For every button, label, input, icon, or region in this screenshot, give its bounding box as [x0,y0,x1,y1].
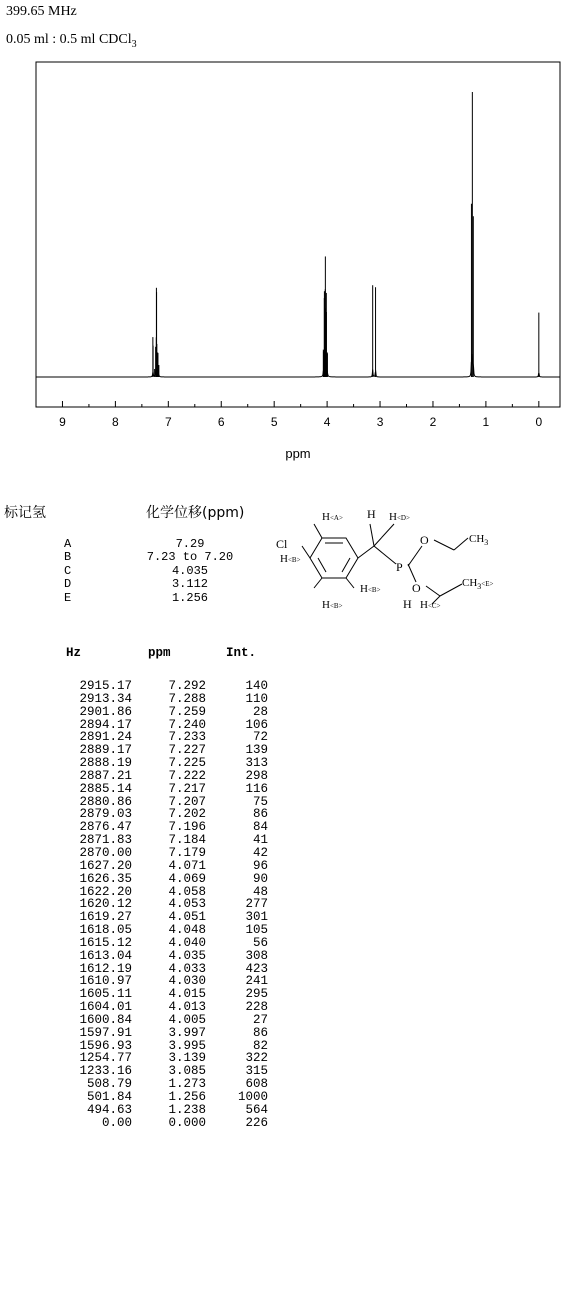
assignment-row [0,592,270,605]
x-tick-label: 9 [59,415,66,429]
int-cell: 1000 [237,1090,268,1104]
ppm-cell: 1.256 [168,1090,206,1104]
ppm-column-header: ppm [148,646,171,660]
chlorine-atom: Cl [276,537,288,551]
table-row [0,757,300,770]
ppm-cell: 1.238 [168,1102,206,1117]
table-row [0,706,300,719]
hz-cell: 1626.35 [79,871,132,886]
int-cell: 140 [245,679,268,693]
int-cell: 90 [252,871,268,886]
hz-cell: 1618.05 [79,923,132,938]
ppm-cell: 7.227 [168,743,206,758]
h-b-bottom: H<B> [322,599,343,610]
table-row [0,680,300,693]
int-cell: 56 [252,935,268,950]
table-row [0,1091,300,1104]
ppm-cell: 7.233 [168,730,206,745]
x-tick-label: 3 [376,415,384,429]
int-cell: 86 [252,1025,268,1040]
ppm-cell: 7.202 [168,807,206,822]
ppm-cell: 4.071 [168,858,206,873]
ppm-cell: 0.000 [168,1115,206,1130]
h-c-atom: H<C> [420,599,441,610]
assignment-shift-header: 化学位移(ppm) [146,505,245,521]
hz-cell: 501.84 [86,1090,132,1104]
hz-cell: 1610.97 [79,974,132,989]
int-cell: 277 [245,897,268,912]
peak-table-body [0,680,300,1130]
x-axis-title: ppm [285,446,311,461]
int-cell: 41 [252,833,268,848]
x-tick-label: 0 [535,415,543,429]
table-row [0,847,300,860]
ppm-cell: 4.040 [168,935,206,950]
int-cell: 608 [245,1077,268,1092]
x-tick-label: 1 [482,415,490,429]
int-cell: 564 [245,1102,268,1117]
ppm-cell: 7.184 [168,833,206,848]
hz-cell: 2870.00 [79,845,132,860]
hz-cell: 1600.84 [79,1012,132,1027]
x-tick-label: 4 [323,415,331,429]
table-row [0,924,300,937]
ppm-cell: 7.292 [168,679,206,693]
h-methine: H [367,507,376,521]
x-tick-label: 6 [217,415,225,429]
hz-cell: 2901.86 [79,704,132,719]
ppm-cell: 7.222 [168,768,206,783]
oxygen-atom-1: O [420,533,429,547]
hz-cell: 2887.21 [79,768,132,783]
hz-cell: 2876.47 [79,820,132,835]
ppm-cell: 4.053 [168,897,206,912]
x-tick-label: 7 [164,415,172,429]
ppm-cell: 4.033 [168,961,206,976]
assignment-shift: 4.035 [171,563,208,578]
sample-subscript: 3 [131,38,137,50]
int-cell: 28 [252,704,268,719]
int-cell: 139 [245,743,268,758]
assignment-shift: 7.23 to 7.20 [146,550,234,565]
ppm-cell: 3.997 [168,1025,206,1040]
ppm-cell: 7.288 [168,691,206,706]
ppm-cell: 7.179 [168,845,206,860]
table-row [0,1027,300,1040]
sample-text: 0.05 ml : 0.5 ml CDCl [6,32,132,47]
int-cell: 96 [252,858,268,873]
table-row [0,950,300,963]
int-cell: 315 [245,1064,268,1079]
ppm-cell: 1.273 [168,1077,206,1092]
hz-column-header: Hz [66,646,82,660]
ch3-e: $CH_3^{<E>}$ [462,577,494,591]
nmr-spectrum-chart [0,0,570,470]
x-axis-tick-labels [59,415,542,429]
int-cell: 105 [245,923,268,938]
int-cell: 48 [252,884,268,899]
table-row [0,1014,300,1027]
h-d-atom: H<D> [389,511,410,523]
ppm-cell: 7.225 [168,756,206,771]
ppm-cell: 4.051 [168,910,206,925]
peak-list-table [0,646,300,1130]
hz-cell: 1613.04 [79,948,132,963]
peak-table-header [0,646,300,660]
hz-cell: 1619.27 [79,910,132,925]
int-cell: 82 [252,1038,268,1053]
hz-cell: 1627.20 [79,858,132,873]
int-cell: 241 [245,974,268,989]
hz-cell: 2913.34 [79,691,132,706]
h-b-left: H<B> [280,553,301,565]
assignment-label: D [64,577,72,592]
h-b-right: H<B> [360,583,381,595]
hz-cell: 1596.93 [79,1038,132,1053]
int-cell: 295 [245,987,268,1002]
ppm-cell: 7.259 [168,704,206,719]
hz-cell: 2879.03 [79,807,132,822]
x-tick-label: 5 [270,415,278,429]
hz-cell: 1622.20 [79,884,132,899]
int-cell: 301 [245,910,268,925]
assignment-label: C [64,563,72,578]
assignment-row [0,538,270,551]
ppm-cell: 3.139 [168,1051,206,1066]
spectrometer-frequency: 399.65 MHz [6,4,77,19]
hz-cell: 494.63 [86,1102,132,1117]
assignment-row [0,551,270,564]
hz-cell: 1615.12 [79,935,132,950]
hz-cell: 508.79 [86,1077,132,1092]
hz-cell: 2915.17 [79,679,132,693]
assignment-shift: 1.256 [171,590,208,605]
ppm-cell: 4.069 [168,871,206,886]
assignment-shift: 3.112 [171,577,208,592]
assignment-row [0,578,270,591]
int-column-header: Int. [226,646,257,660]
assignment-shift: 7.29 [175,537,205,551]
plot-frame [36,62,560,407]
spectrum-trace [36,354,560,377]
table-row [0,770,300,783]
hz-cell: 1597.91 [79,1025,132,1040]
assignment-label-header: 标记氢 [4,505,46,521]
int-cell: 116 [245,781,268,796]
int-cell: 106 [245,717,268,732]
ppm-cell: 7.217 [168,781,206,796]
x-axis-ticks [62,401,538,407]
hz-cell: 2885.14 [79,781,132,796]
table-row [0,1117,300,1130]
hz-cell: 2871.83 [79,833,132,848]
hz-cell: 1605.11 [79,987,132,1002]
ppm-cell: 4.015 [168,987,206,1002]
int-cell: 226 [245,1115,268,1130]
table-row [0,693,300,706]
assignment-table [0,538,270,605]
hz-cell: 1233.16 [79,1064,132,1079]
hz-cell: 2889.17 [79,743,132,758]
ppm-cell: 4.035 [168,948,206,963]
ppm-cell: 4.048 [168,923,206,938]
table-row [0,1104,300,1117]
int-cell: 298 [245,768,268,783]
ppm-cell: 3.995 [168,1038,206,1053]
int-cell: 86 [252,807,268,822]
hz-cell: 1254.77 [79,1051,132,1066]
hz-cell: 1612.19 [79,961,132,976]
ppm-cell: 3.085 [168,1064,206,1079]
ppm-cell: 7.240 [168,717,206,732]
ppm-cell: 4.058 [168,884,206,899]
ppm-cell: 4.030 [168,974,206,989]
assignment-row [0,565,270,578]
hz-cell: 2894.17 [79,717,132,732]
table-row [0,783,300,796]
int-cell: 72 [252,730,268,745]
hz-cell: 1620.12 [79,897,132,912]
table-row [0,860,300,873]
hz-cell: 2880.86 [79,794,132,809]
int-cell: 84 [252,820,268,835]
int-cell: 228 [245,1000,268,1015]
hz-cell: 1604.01 [79,1000,132,1015]
x-tick-label: 2 [429,415,437,429]
ppm-cell: 4.005 [168,1012,206,1027]
h-a-atom: H<A> [322,511,343,523]
int-cell: 27 [252,1012,268,1027]
table-row [0,873,300,886]
table-row [0,1001,300,1014]
oxygen-atom-2: O [412,581,421,595]
int-cell: 75 [252,794,268,809]
int-cell: 110 [245,691,268,706]
hz-cell: 0.00 [101,1115,132,1130]
int-cell: 42 [252,845,268,860]
hz-cell: 2891.24 [79,730,132,745]
int-cell: 423 [245,961,268,976]
int-cell: 313 [245,756,268,771]
assignment-label: B [64,550,72,565]
h-methylene: H [403,597,412,610]
int-cell: 308 [245,948,268,963]
ppm-cell: 7.207 [168,794,206,809]
int-cell: 322 [245,1051,268,1066]
hz-cell: 2888.19 [79,756,132,771]
table-row [0,937,300,950]
assignment-label: A [64,537,72,551]
ch3-top: $CH_3$ [469,533,489,547]
molecule-structure [262,500,502,610]
spectrum-peaks [153,92,539,377]
phosphorus-atom: P [396,560,403,574]
x-tick-label: 8 [112,415,119,429]
ppm-cell: 4.013 [168,1000,206,1015]
ppm-cell: 7.196 [168,820,206,835]
assignment-label: E [64,590,72,605]
